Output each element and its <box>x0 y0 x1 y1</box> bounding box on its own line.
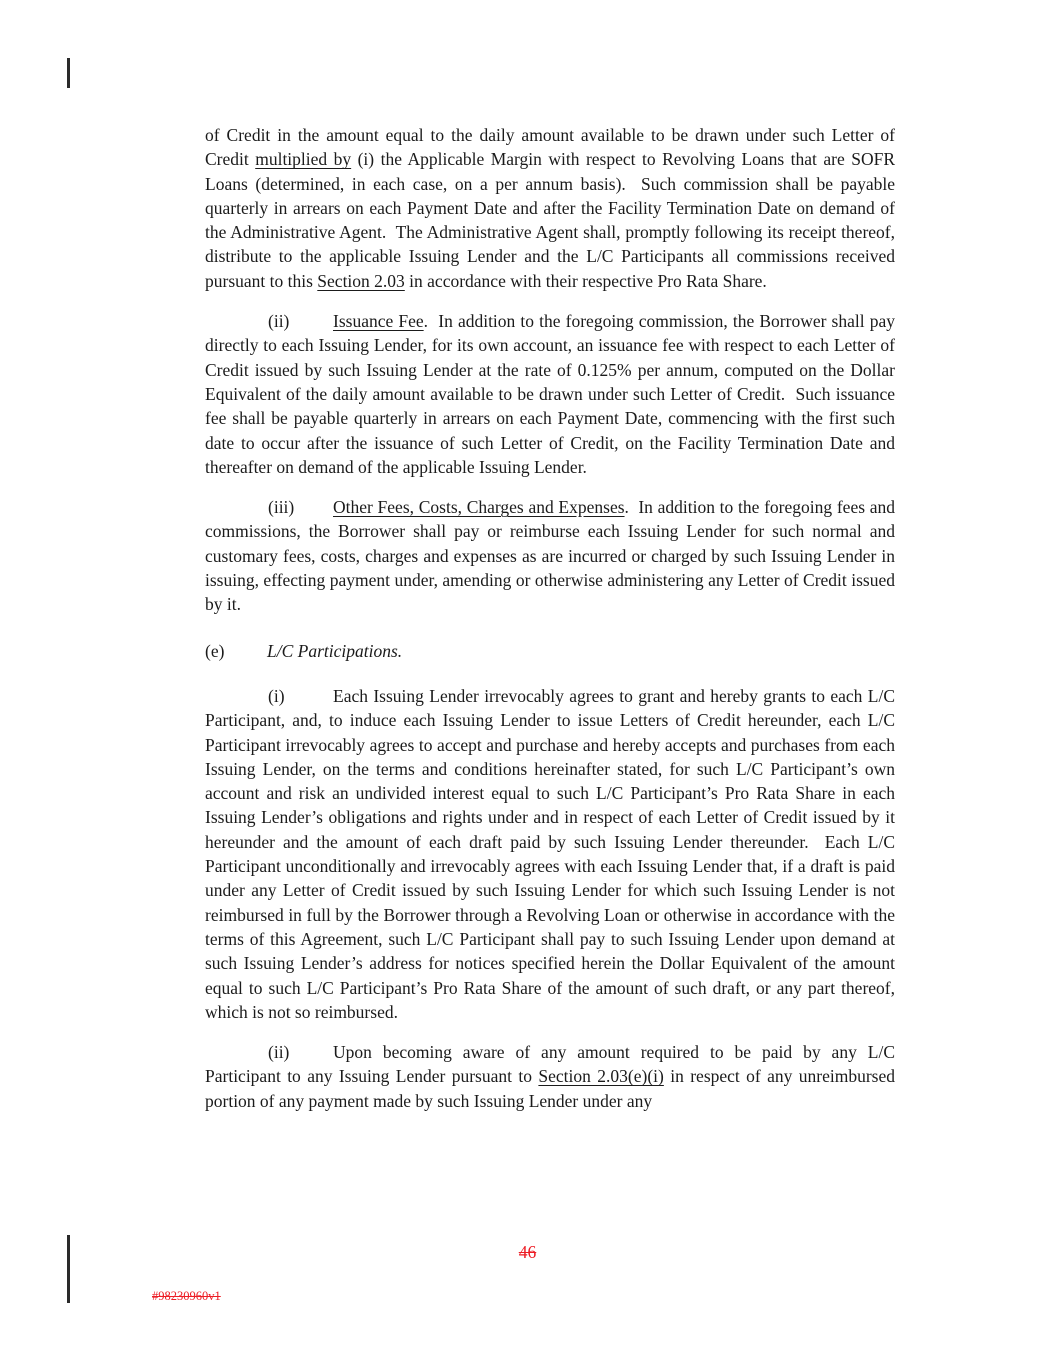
paragraph <box>205 309 895 479</box>
text-run: in accordance with their respective Pro Rata Share. <box>404 270 767 291</box>
text-run: Upon becoming aware of any amount required to be paid by any L/C Participant to any Issuing Lender pursuant to <box>205 1042 895 1087</box>
paragraph-number: (e) <box>205 640 225 661</box>
paragraph <box>205 123 895 293</box>
paragraph-number: (i) <box>268 685 285 706</box>
text-run: Section 2.03 <box>317 270 405 291</box>
paragraph <box>205 639 895 663</box>
paragraph-number: (ii) <box>268 1042 290 1063</box>
text-run: L/C Participations. <box>267 640 403 661</box>
text-run: Issuance Fee <box>333 311 424 332</box>
text-run: Section 2.03(e)(i) <box>538 1066 664 1087</box>
document-id-footer: #98230960v1 <box>152 1289 221 1303</box>
paragraph <box>205 684 895 1024</box>
paragraph <box>205 495 895 616</box>
text-run: . In addition to the foregoing commission, the Borrower shall pay directly to each Issuing Lender, for its own account, an issuance fee with respect to each Letter of Credit issued by such Issuing Lender at the rate of 0.125% per annum, computed on the Dollar Equivalent of the daily amount available to be drawn under such Letter of Credit. Such issuance fee shall be payable quarterly in arrears on each Payment Date, commencing with the first such date to occur after the issuance of such Letter of Credit, on the Facility Termination Date and thereafter on demand of the applicable Issuing Lender. <box>205 311 895 477</box>
paragraph-number: (ii) <box>268 311 290 332</box>
text-run: multiplied by <box>255 149 352 170</box>
paragraph <box>205 1040 895 1113</box>
text-run: in respect of any unreimbursed portion of any payment made by such Issuing Lender under any <box>205 1066 896 1111</box>
revision-change-bar-top <box>67 58 70 88</box>
text-run: Each Issuing Lender irrevocably agrees to grant and hereby grants to each L/C Participant, and, to induce each Issuing Lender to issue Letters of Credit hereunder, each L/C Participant irrevocably agrees to accept and purchase and hereby accepts and purchases from each Issuing Lender, on the terms and conditions hereinafter stated, for such L/C Participant’s own account and risk an undivided interest equal to such L/C Participant’s Pro Rata Share in each Issuing Lender’s obligations and rights under and in respect of each Letter of Credit issued by it hereunder and the amount of each draft paid by such Issuing Lender thereunder. Each L/C Participant unconditionally and irrevocably agrees with each Issuing Lender that, if a draft is paid under any Letter of Credit issued by such Issuing Lender for which such Issuing Lender is not reimbursed in full by the Borrower through a Revolving Loan or otherwise in accordance with the terms of this Agreement, such L/C Participant shall pay to such Issuing Lender upon demand at such Issuing Lender’s address for notices specified herein the Dollar Equivalent of the amount equal to such L/C Participant’s Pro Rata Share of the amount of such draft, or any part thereof, which is not so reimbursed. <box>205 685 895 1022</box>
text-run: (i) the Applicable Margin with respect to Revolving Loans that are SOFR Loans (determined, in each case, on a per annum basis). Such commission shall be payable quarterly in arrears on each Payment Date and after the Facility Termination Date on demand of the Administrative Agent. The Administrative Agent shall, promptly following its receipt thereof, distribute to the applicable Issuing Lender and the L/C Participants all commissions received pursuant to this <box>205 149 895 291</box>
text-run: of Credit in the amount equal to the daily amount available to be drawn under such Letter of Credit <box>205 125 895 170</box>
document-body <box>205 123 895 1129</box>
page-number: 46 <box>518 1242 537 1262</box>
paragraph-number: (iii) <box>268 497 295 518</box>
text-run: Other Fees, Costs, Charges and Expenses <box>333 497 625 518</box>
text-run: . In addition to the foregoing fees and commissions, the Borrower shall pay or reimburse each Issuing Lender for such normal and customary fees, costs, charges and expenses as are incurred or charged by such Issuing Lender in issuing, effecting payment under, amending or otherwise administering any Letter of Credit issued by it. <box>205 497 895 615</box>
